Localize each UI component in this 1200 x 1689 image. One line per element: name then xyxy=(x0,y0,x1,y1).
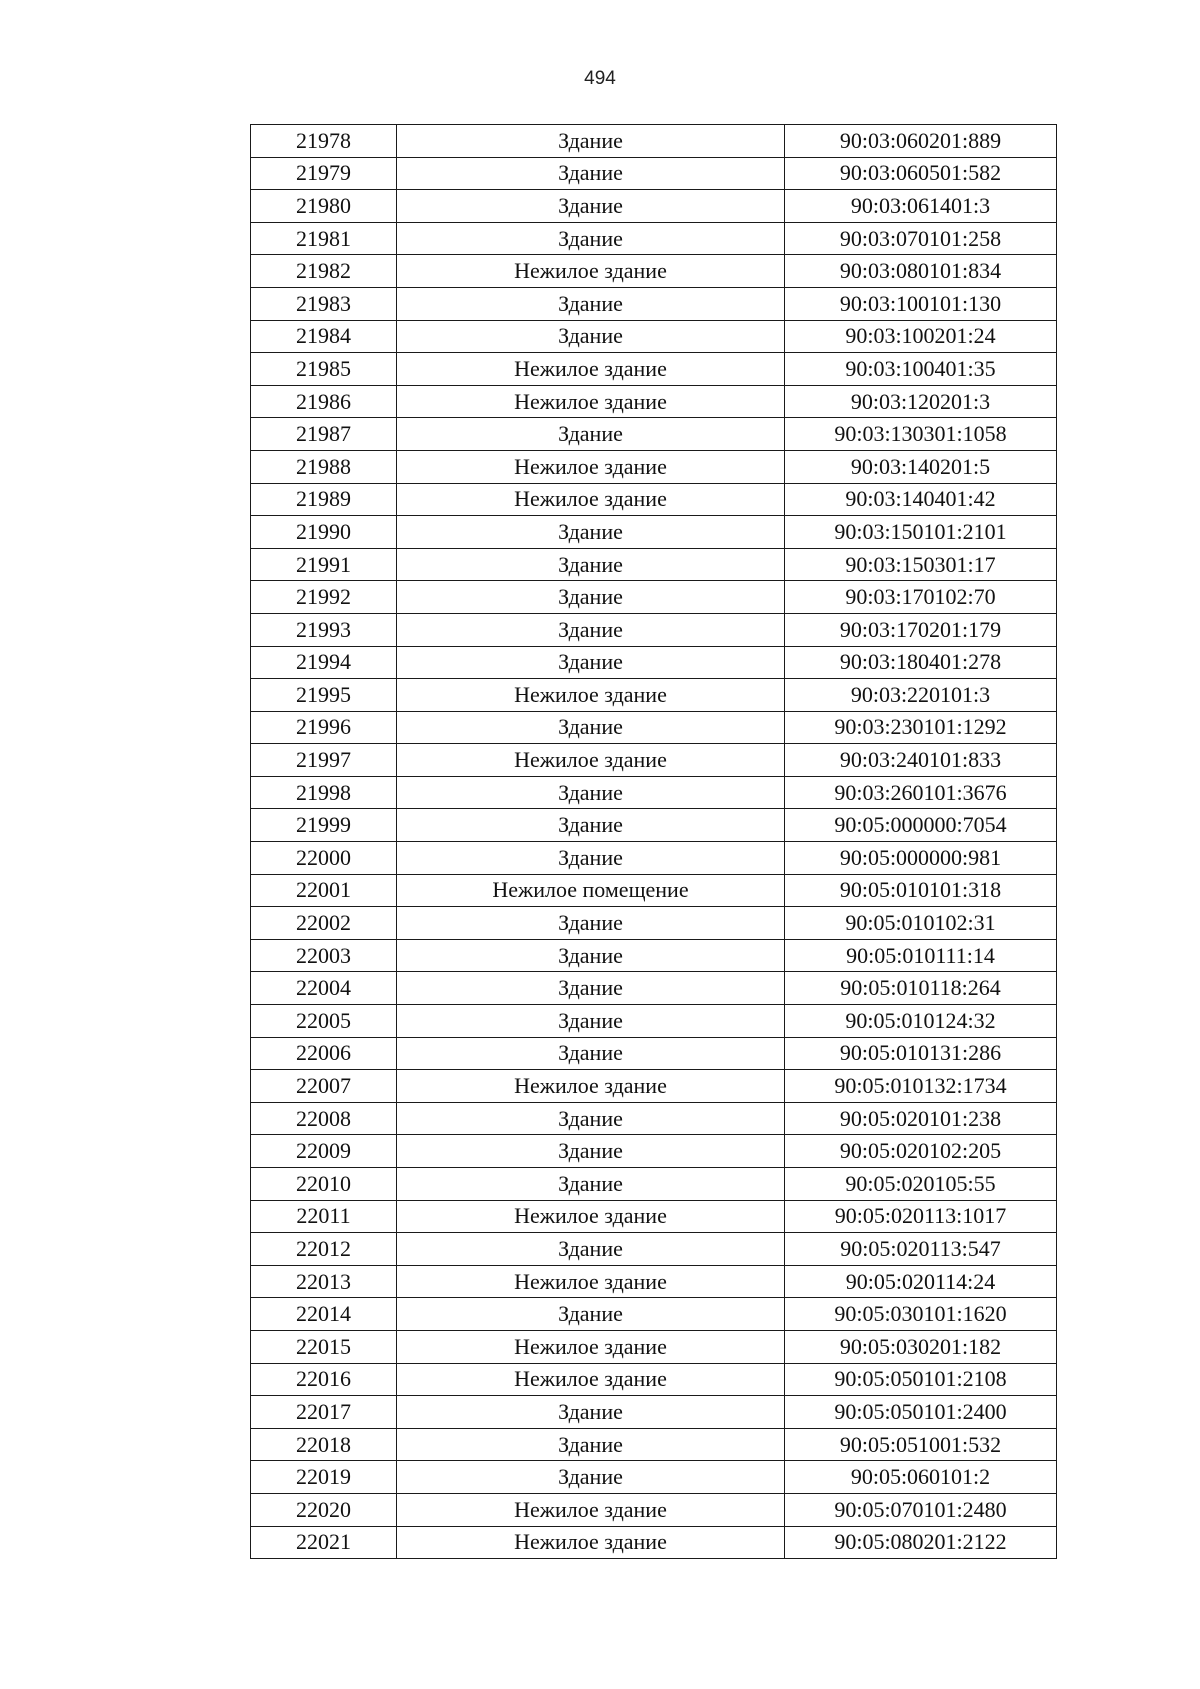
object-type-cell: Здание xyxy=(397,418,785,451)
cadastral-number-cell: 90:03:150101:2101 xyxy=(785,516,1057,549)
cadastral-number-cell: 90:05:050101:2108 xyxy=(785,1363,1057,1396)
table-row xyxy=(251,939,1057,972)
table-row xyxy=(251,1493,1057,1526)
cadastral-number-cell: 90:03:170102:70 xyxy=(785,581,1057,614)
cadastral-number-cell: 90:03:100401:35 xyxy=(785,353,1057,386)
table-row xyxy=(251,1396,1057,1429)
row-number-cell: 21981 xyxy=(251,222,397,255)
object-type-cell: Нежилое здание xyxy=(397,1330,785,1363)
cadastral-number-cell: 90:05:000000:7054 xyxy=(785,809,1057,842)
object-type-cell: Здание xyxy=(397,516,785,549)
row-number-cell: 21982 xyxy=(251,255,397,288)
row-number-cell: 22001 xyxy=(251,874,397,907)
table-row xyxy=(251,222,1057,255)
object-type-cell: Нежилое здание xyxy=(397,1070,785,1103)
table-row xyxy=(251,1102,1057,1135)
table-row xyxy=(251,1298,1057,1331)
cadastral-number-cell: 90:05:070101:2480 xyxy=(785,1493,1057,1526)
row-number-cell: 21992 xyxy=(251,581,397,614)
object-type-cell: Здание xyxy=(397,157,785,190)
table-row xyxy=(251,1461,1057,1494)
table-row xyxy=(251,1526,1057,1559)
object-type-cell: Нежилое здание xyxy=(397,744,785,777)
table-row xyxy=(251,972,1057,1005)
table-row xyxy=(251,744,1057,777)
cadastral-number-cell: 90:03:060501:582 xyxy=(785,157,1057,190)
table-row xyxy=(251,842,1057,875)
object-type-cell: Нежилое здание xyxy=(397,1493,785,1526)
object-type-cell: Нежилое здание xyxy=(397,1526,785,1559)
row-number-cell: 21994 xyxy=(251,646,397,679)
cadastral-number-cell: 90:05:000000:981 xyxy=(785,842,1057,875)
cadastral-number-cell: 90:05:020114:24 xyxy=(785,1265,1057,1298)
object-type-cell: Здание xyxy=(397,842,785,875)
object-type-cell: Здание xyxy=(397,646,785,679)
cadastral-number-cell: 90:05:010102:31 xyxy=(785,907,1057,940)
cadastral-number-cell: 90:03:240101:833 xyxy=(785,744,1057,777)
row-number-cell: 21987 xyxy=(251,418,397,451)
object-type-cell: Нежилое здание xyxy=(397,353,785,386)
table-row xyxy=(251,1070,1057,1103)
table-row xyxy=(251,1330,1057,1363)
cadastral-number-cell: 90:05:010132:1734 xyxy=(785,1070,1057,1103)
page-number: 494 xyxy=(584,68,616,89)
cadastral-number-cell: 90:03:061401:3 xyxy=(785,190,1057,223)
object-type-cell: Нежилое здание xyxy=(397,450,785,483)
row-number-cell: 22012 xyxy=(251,1233,397,1266)
cadastral-number-cell: 90:03:150301:17 xyxy=(785,548,1057,581)
row-number-cell: 22008 xyxy=(251,1102,397,1135)
row-number-cell: 22009 xyxy=(251,1135,397,1168)
cadastral-number-cell: 90:03:260101:3676 xyxy=(785,776,1057,809)
cadastral-number-cell: 90:03:140401:42 xyxy=(785,483,1057,516)
table-row xyxy=(251,581,1057,614)
row-number-cell: 22000 xyxy=(251,842,397,875)
cadastral-number-cell: 90:03:170201:179 xyxy=(785,613,1057,646)
table-row xyxy=(251,809,1057,842)
row-number-cell: 22011 xyxy=(251,1200,397,1233)
row-number-cell: 21978 xyxy=(251,125,397,158)
table-row xyxy=(251,1037,1057,1070)
table-row xyxy=(251,1135,1057,1168)
row-number-cell: 21983 xyxy=(251,287,397,320)
row-number-cell: 22014 xyxy=(251,1298,397,1331)
table-row xyxy=(251,353,1057,386)
cadastral-number-cell: 90:05:030101:1620 xyxy=(785,1298,1057,1331)
row-number-cell: 21984 xyxy=(251,320,397,353)
table-row xyxy=(251,646,1057,679)
cadastral-number-cell: 90:05:020113:1017 xyxy=(785,1200,1057,1233)
cadastral-number-cell: 90:05:030201:182 xyxy=(785,1330,1057,1363)
table-row xyxy=(251,679,1057,712)
table-row xyxy=(251,1363,1057,1396)
row-number-cell: 22005 xyxy=(251,1005,397,1038)
table-row xyxy=(251,1200,1057,1233)
cadastral-number-cell: 90:05:010131:286 xyxy=(785,1037,1057,1070)
object-type-cell: Здание xyxy=(397,1233,785,1266)
cadastral-number-cell: 90:05:020102:205 xyxy=(785,1135,1057,1168)
object-type-cell: Нежилое здание xyxy=(397,1200,785,1233)
table-row xyxy=(251,516,1057,549)
object-type-cell: Нежилое здание xyxy=(397,1265,785,1298)
cadastral-number-cell: 90:05:020105:55 xyxy=(785,1168,1057,1201)
object-type-cell: Здание xyxy=(397,125,785,158)
cadastral-number-cell: 90:05:010111:14 xyxy=(785,939,1057,972)
row-number-cell: 22017 xyxy=(251,1396,397,1429)
cadastral-number-cell: 90:03:130301:1058 xyxy=(785,418,1057,451)
table-row xyxy=(251,418,1057,451)
table-body xyxy=(251,125,1057,1559)
object-type-cell: Здание xyxy=(397,776,785,809)
table-row xyxy=(251,125,1057,158)
cadastral-number-cell: 90:03:230101:1292 xyxy=(785,711,1057,744)
cadastral-number-cell: 90:03:080101:834 xyxy=(785,255,1057,288)
row-number-cell: 21990 xyxy=(251,516,397,549)
table-row xyxy=(251,255,1057,288)
object-type-cell: Здание xyxy=(397,809,785,842)
object-type-cell: Здание xyxy=(397,1037,785,1070)
table-row xyxy=(251,157,1057,190)
cadastral-number-cell: 90:03:100101:130 xyxy=(785,287,1057,320)
object-type-cell: Здание xyxy=(397,1428,785,1461)
cadastral-number-cell: 90:05:050101:2400 xyxy=(785,1396,1057,1429)
table-row xyxy=(251,287,1057,320)
row-number-cell: 21993 xyxy=(251,613,397,646)
object-type-cell: Нежилое помещение xyxy=(397,874,785,907)
object-type-cell: Здание xyxy=(397,1005,785,1038)
object-type-cell: Здание xyxy=(397,907,785,940)
table-row xyxy=(251,190,1057,223)
cadastral-number-cell: 90:05:010101:318 xyxy=(785,874,1057,907)
row-number-cell: 22010 xyxy=(251,1168,397,1201)
object-type-cell: Нежилое здание xyxy=(397,255,785,288)
object-type-cell: Нежилое здание xyxy=(397,483,785,516)
object-type-cell: Здание xyxy=(397,320,785,353)
cadastral-number-cell: 90:03:100201:24 xyxy=(785,320,1057,353)
row-number-cell: 21991 xyxy=(251,548,397,581)
table-row xyxy=(251,613,1057,646)
row-number-cell: 21985 xyxy=(251,353,397,386)
row-number-cell: 21988 xyxy=(251,450,397,483)
row-number-cell: 22018 xyxy=(251,1428,397,1461)
row-number-cell: 21998 xyxy=(251,776,397,809)
table-row xyxy=(251,320,1057,353)
object-type-cell: Здание xyxy=(397,1135,785,1168)
cadastral-number-cell: 90:05:020113:547 xyxy=(785,1233,1057,1266)
row-number-cell: 21995 xyxy=(251,679,397,712)
object-type-cell: Здание xyxy=(397,939,785,972)
cadastral-number-cell: 90:03:140201:5 xyxy=(785,450,1057,483)
row-number-cell: 21979 xyxy=(251,157,397,190)
object-type-cell: Здание xyxy=(397,711,785,744)
row-number-cell: 22002 xyxy=(251,907,397,940)
cadastral-number-cell: 90:05:010124:32 xyxy=(785,1005,1057,1038)
object-type-cell: Здание xyxy=(397,1102,785,1135)
table-row xyxy=(251,1265,1057,1298)
row-number-cell: 21999 xyxy=(251,809,397,842)
object-type-cell: Здание xyxy=(397,287,785,320)
row-number-cell: 22019 xyxy=(251,1461,397,1494)
object-type-cell: Здание xyxy=(397,972,785,1005)
row-number-cell: 21989 xyxy=(251,483,397,516)
table-row xyxy=(251,1168,1057,1201)
table-row xyxy=(251,1428,1057,1461)
table-row xyxy=(251,776,1057,809)
object-type-cell: Здание xyxy=(397,581,785,614)
object-type-cell: Здание xyxy=(397,1461,785,1494)
table-row xyxy=(251,483,1057,516)
property-register-table xyxy=(250,124,1057,1559)
cadastral-number-cell: 90:05:010118:264 xyxy=(785,972,1057,1005)
row-number-cell: 22021 xyxy=(251,1526,397,1559)
object-type-cell: Нежилое здание xyxy=(397,1363,785,1396)
object-type-cell: Здание xyxy=(397,222,785,255)
table-row xyxy=(251,907,1057,940)
cadastral-number-cell: 90:05:060101:2 xyxy=(785,1461,1057,1494)
cadastral-number-cell: 90:03:180401:278 xyxy=(785,646,1057,679)
cadastral-number-cell: 90:05:020101:238 xyxy=(785,1102,1057,1135)
table-row xyxy=(251,450,1057,483)
table-row xyxy=(251,874,1057,907)
object-type-cell: Здание xyxy=(397,1396,785,1429)
row-number-cell: 22016 xyxy=(251,1363,397,1396)
row-number-cell: 21986 xyxy=(251,385,397,418)
row-number-cell: 21997 xyxy=(251,744,397,777)
object-type-cell: Здание xyxy=(397,190,785,223)
object-type-cell: Здание xyxy=(397,1168,785,1201)
row-number-cell: 22007 xyxy=(251,1070,397,1103)
row-number-cell: 22006 xyxy=(251,1037,397,1070)
object-type-cell: Здание xyxy=(397,548,785,581)
cadastral-number-cell: 90:05:080201:2122 xyxy=(785,1526,1057,1559)
cadastral-number-cell: 90:03:070101:258 xyxy=(785,222,1057,255)
row-number-cell: 21980 xyxy=(251,190,397,223)
table-row xyxy=(251,548,1057,581)
row-number-cell: 21996 xyxy=(251,711,397,744)
cadastral-number-cell: 90:03:060201:889 xyxy=(785,125,1057,158)
row-number-cell: 22003 xyxy=(251,939,397,972)
row-number-cell: 22015 xyxy=(251,1330,397,1363)
table-row xyxy=(251,711,1057,744)
object-type-cell: Нежилое здание xyxy=(397,385,785,418)
table-row xyxy=(251,1233,1057,1266)
table-row xyxy=(251,385,1057,418)
object-type-cell: Нежилое здание xyxy=(397,679,785,712)
cadastral-number-cell: 90:03:220101:3 xyxy=(785,679,1057,712)
cadastral-number-cell: 90:05:051001:532 xyxy=(785,1428,1057,1461)
object-type-cell: Здание xyxy=(397,1298,785,1331)
row-number-cell: 22004 xyxy=(251,972,397,1005)
table-row xyxy=(251,1005,1057,1038)
object-type-cell: Здание xyxy=(397,613,785,646)
row-number-cell: 22020 xyxy=(251,1493,397,1526)
cadastral-number-cell: 90:03:120201:3 xyxy=(785,385,1057,418)
row-number-cell: 22013 xyxy=(251,1265,397,1298)
